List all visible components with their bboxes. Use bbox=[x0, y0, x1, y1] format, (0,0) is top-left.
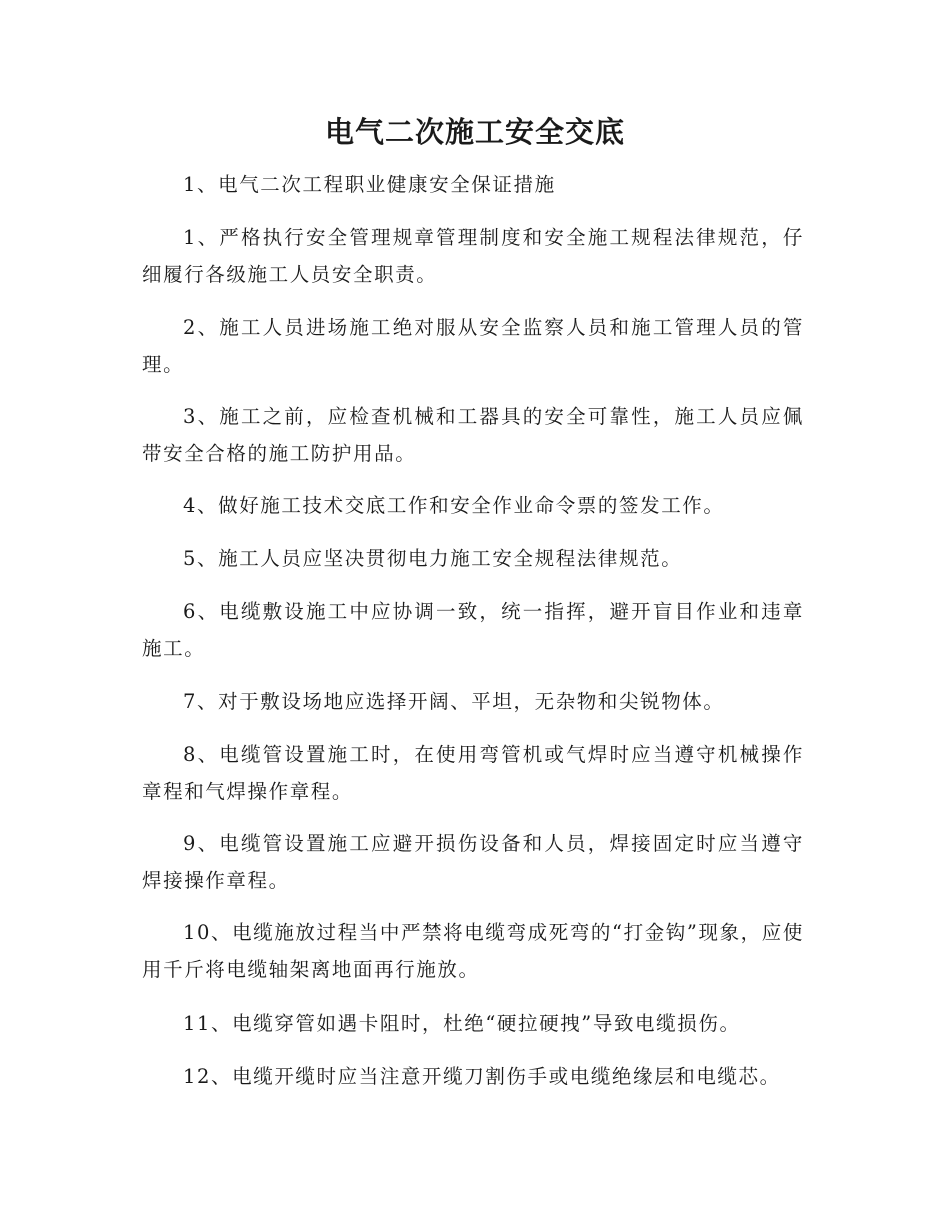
paragraph: 9、电缆管设置施工应避开损伤设备和人员，焊接固定时应当遵守焊接操作章程。 bbox=[142, 832, 804, 892]
paragraph: 3、施工之前，应检查机械和工器具的安全可靠性，施工人员应佩带安全合格的施工防护用品。 bbox=[142, 405, 804, 465]
paragraph: 4、做好施工技术交底工作和安全作业命令票的签发工作。 bbox=[183, 494, 725, 517]
section-heading: 1、电气二次工程职业健康安全保证措施 bbox=[183, 173, 556, 196]
paragraph: 6、电缆敷设施工中应协调一致，统一指挥，避开盲目作业和违章施工。 bbox=[142, 600, 804, 660]
paragraph: 10、电缆施放过程当中严禁将电缆弯成死弯的“打金钩”现象，应使用千斤将电缆轴架离地面再行施放。 bbox=[142, 921, 804, 981]
paragraph: 2、施工人员进场施工绝对服从安全监察人员和施工管理人员的管理。 bbox=[142, 316, 804, 376]
paragraph: 8、电缆管设置施工时，在使用弯管机或气焊时应当遵守机械操作章程和气焊操作章程。 bbox=[142, 743, 804, 803]
paragraph: 7、对于敷设场地应选择开阔、平坦，无杂物和尖锐物体。 bbox=[183, 690, 725, 713]
document-title: 电气二次施工安全交底 bbox=[324, 115, 625, 149]
paragraph: 1、严格执行安全管理规章管理制度和安全施工规程法律规范，仔细履行各级施工人员安全职责。 bbox=[142, 226, 804, 286]
paragraph: 5、施工人员应坚决贯彻电力施工安全规程法律规范。 bbox=[183, 547, 683, 570]
paragraph: 11、电缆穿管如遇卡阻时，杜绝“硬拉硬拽”导致电缆损伤。 bbox=[183, 1012, 741, 1035]
paragraph: 12、电缆开缆时应当注意开缆刀割伤手或电缆绝缘层和电缆芯。 bbox=[183, 1065, 781, 1088]
